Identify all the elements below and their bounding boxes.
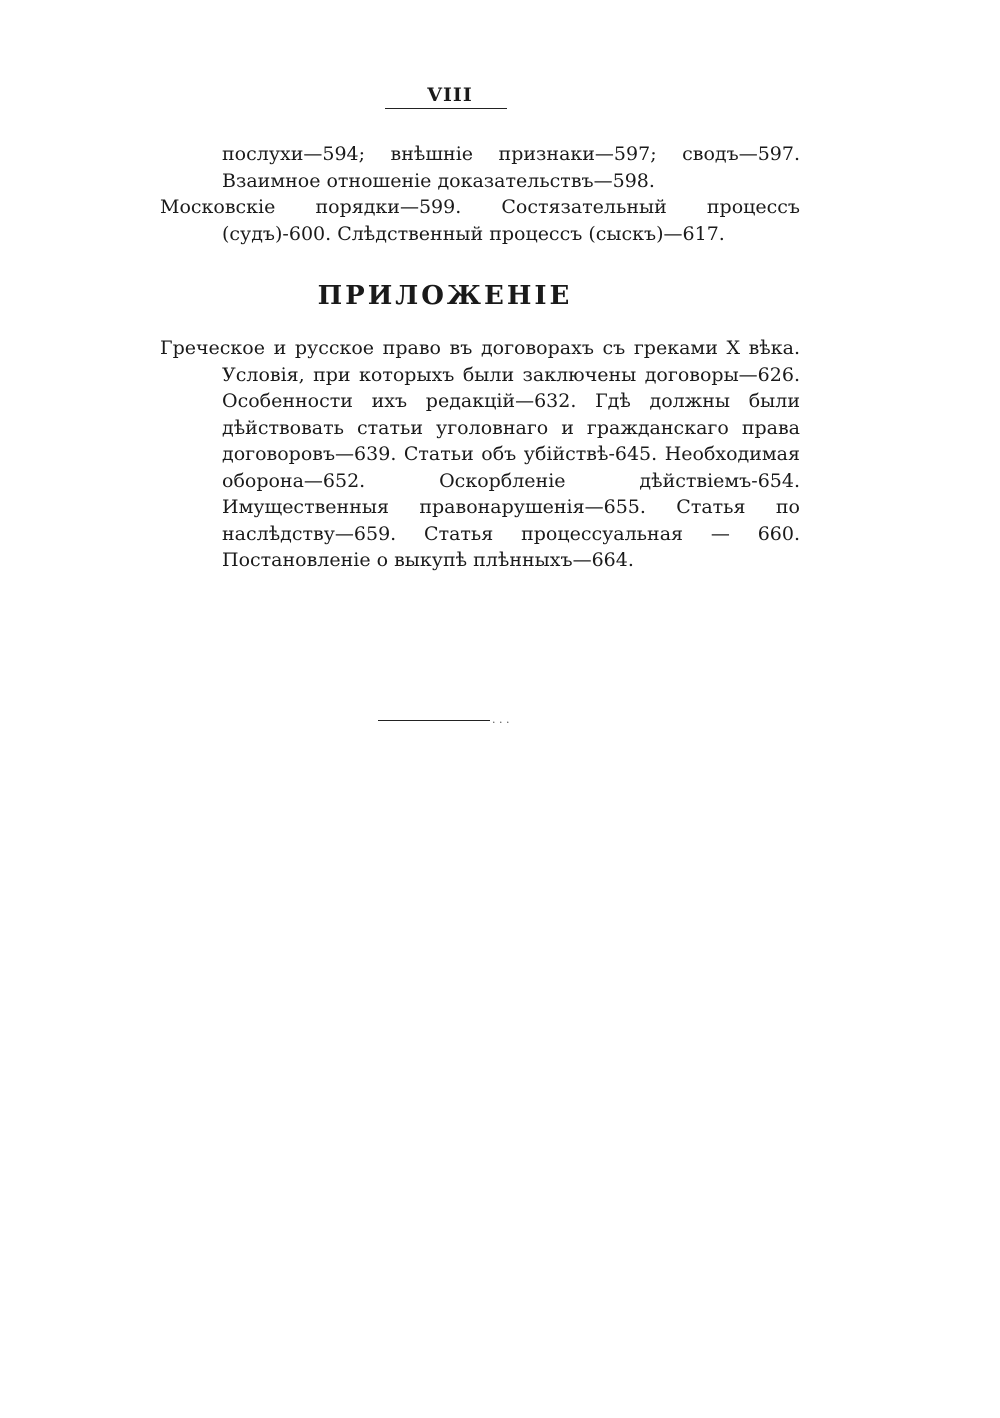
toc-entry-continuation: послухи—594; внѣшніе признаки—597; сводъ—597. Взаимное отношеніе доказательствъ—598. <box>222 143 800 192</box>
toc-continued-block <box>160 141 800 247</box>
page-number: VIII <box>427 84 473 106</box>
toc-entry: Московскіе порядки—599. Состязательный процессъ (судъ)-600. Слѣдственный процессъ (сыскъ)—617. <box>160 196 800 245</box>
section-title: ПРИЛОЖЕНІЕ <box>317 281 573 311</box>
header-rule <box>385 108 507 109</box>
footer-rule <box>378 720 490 721</box>
appendix-entry: Греческое и русское право въ договорахъ съ греками X вѣка. Условія, при которыхъ были заключены договоры—626. Особенности ихъ редакцій—632. Гдѣ должны были дѣйствовать статьи уголовнаго и гражданскаго права договоровъ—639. Статьи объ убійствѣ-645. Необходимая оборона—652. Оскорбленіе дѣйствіемъ-654. Имущественныя правонарушенія—655. Статья по наслѣдству—659. Статья процессуальная — 660. Постановленіе о выкупѣ плѣнныхъ—664. <box>160 337 800 571</box>
appendix-block <box>160 335 800 574</box>
footer-rule-dots: . . . <box>492 713 510 726</box>
